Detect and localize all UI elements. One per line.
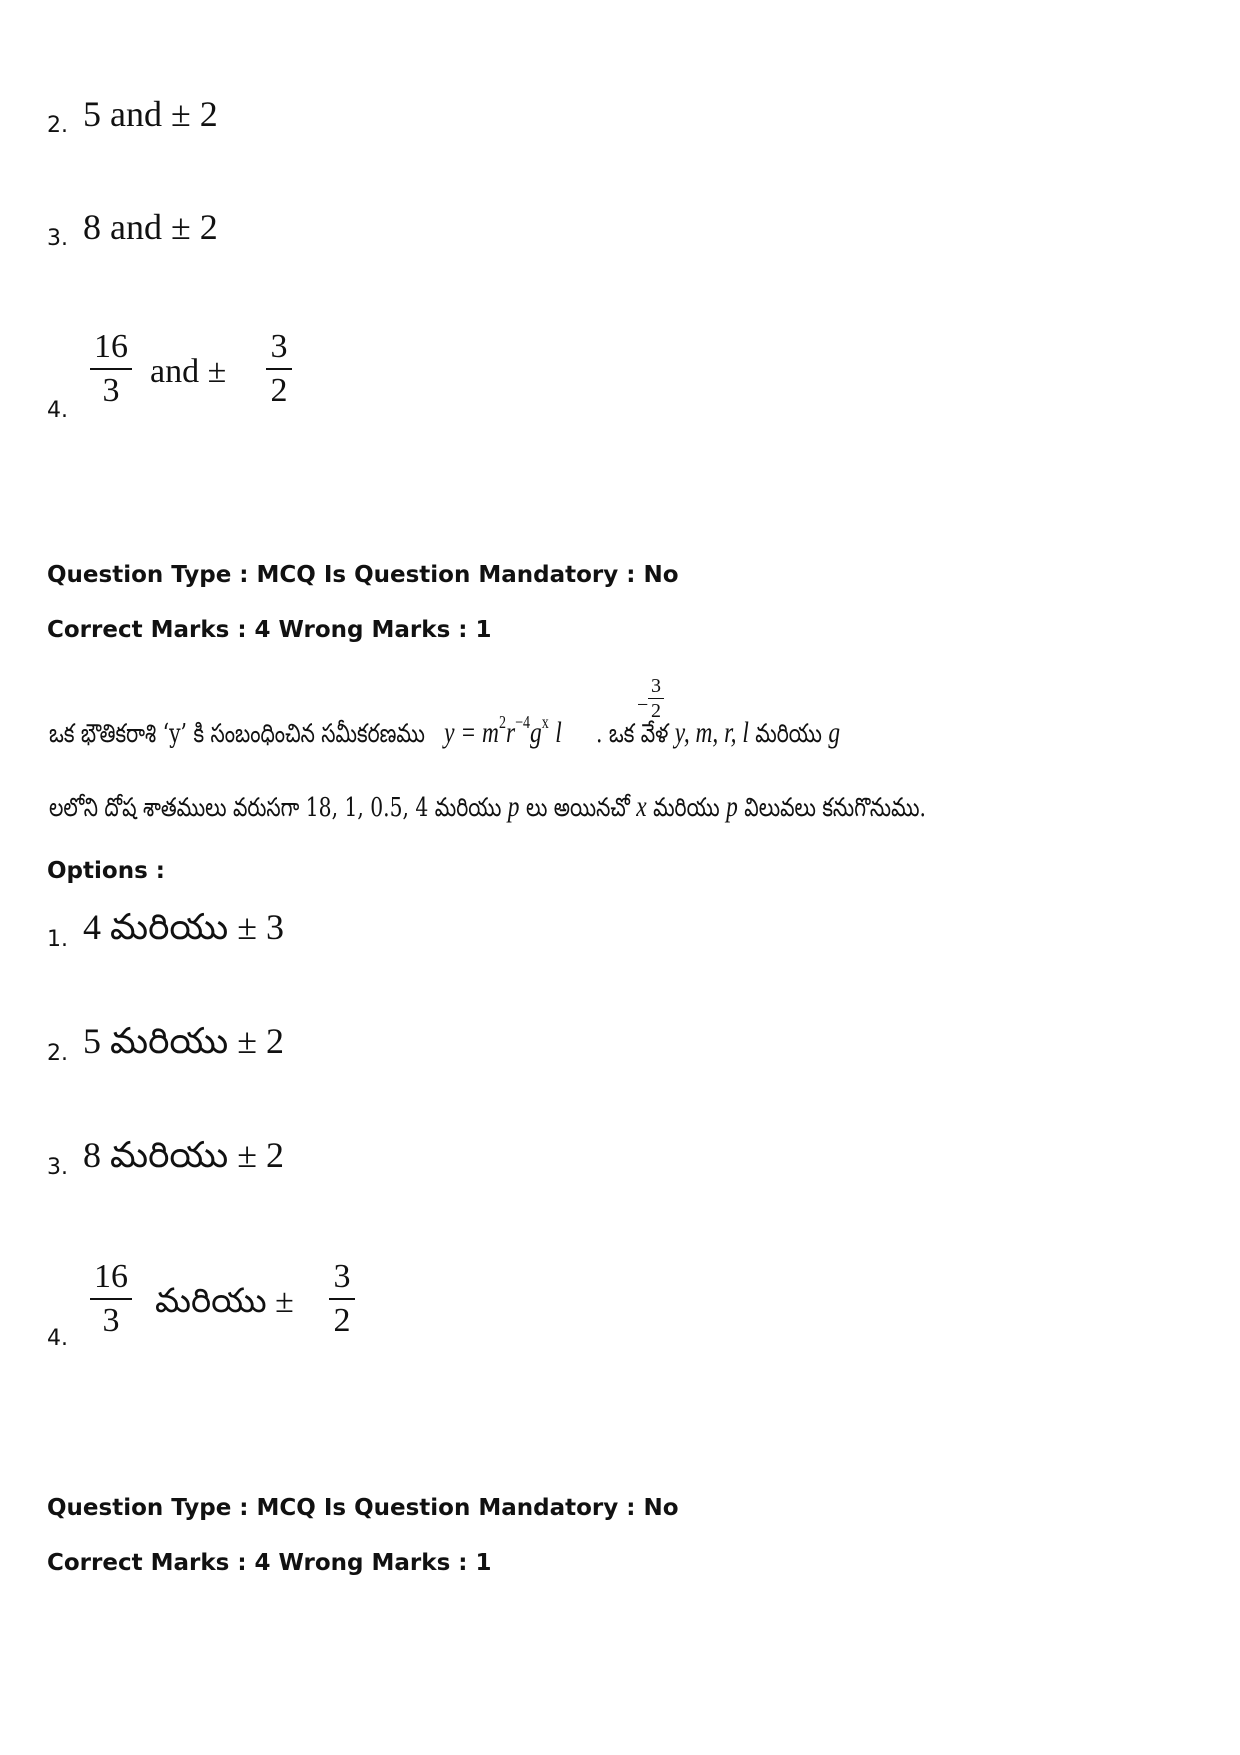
equation-part: l (555, 716, 562, 749)
numerator: 3 (651, 675, 661, 697)
option-number: 1. (47, 927, 68, 952)
equation-part: g (530, 716, 542, 749)
option-text: 5 మరియు ± 2 (83, 1021, 284, 1061)
option-number: 3. (47, 1155, 68, 1180)
text-segment: మరియు (755, 719, 822, 749)
option-text: 5 and ± 2 (83, 94, 218, 134)
option-text: మరియు ± (155, 1283, 294, 1320)
options-label: Options : (47, 858, 165, 884)
denominator: 2 (270, 372, 288, 409)
numerator: 16 (94, 328, 128, 365)
option-text: 8 మరియు ± 2 (83, 1135, 284, 1175)
question-text-line-2 (49, 790, 926, 829)
text-segment: విలువలు కనుగొనుము. (744, 793, 927, 823)
option-number: 2. (47, 113, 68, 138)
option-number: 2. (47, 1041, 68, 1066)
fraction (90, 330, 132, 408)
option-text: 4 మరియు ± 3 (83, 907, 284, 947)
fraction (90, 1260, 132, 1338)
fraction (266, 330, 292, 408)
exponent: −4 (515, 712, 531, 732)
numerator: 3 (270, 328, 288, 365)
marks-line: Correct Marks : 4 Wrong Marks : 1 (47, 1550, 492, 1576)
variable: p (726, 790, 738, 823)
exponent-fraction-body (648, 676, 664, 721)
text-segment: లలోని దోష శాతములు వరుసగా 18, 1, 0.5, 4 మరియు (49, 793, 502, 823)
exponent: x (541, 712, 549, 732)
denominator: 2 (651, 700, 661, 722)
text-segment: ఒక భౌతికరాశి ‘y’ కి సంబంధించిన సమీకరణము (49, 719, 425, 749)
option-text: 8 and ± 2 (83, 207, 218, 247)
exponent-sign: − (637, 694, 649, 716)
numerator: 16 (94, 1258, 128, 1295)
text-segment: . ఒక వేళ (596, 719, 669, 749)
text-segment: లు అయినచో (525, 793, 630, 823)
option-number: 4. (47, 1326, 68, 1351)
option-number: 3. (47, 226, 68, 251)
denominator: 2 (333, 1302, 351, 1339)
denominator: 3 (102, 1302, 120, 1339)
marks-line: Correct Marks : 4 Wrong Marks : 1 (47, 617, 492, 643)
denominator: 3 (102, 372, 120, 409)
variable: p (507, 790, 520, 823)
variable-list: y, m, r, l (674, 716, 749, 749)
numerator: 3 (333, 1258, 351, 1295)
option-number: 4. (47, 398, 68, 423)
equation-part: r (505, 716, 516, 749)
question-type-line: Question Type : MCQ Is Question Mandatory : No (47, 1495, 679, 1521)
option-text: and ± (150, 353, 227, 390)
equation-part: y = m (444, 716, 499, 749)
question-text-line-1 (49, 712, 840, 755)
question-type-line: Question Type : MCQ Is Question Mandatory : No (47, 562, 679, 588)
variable: g (828, 716, 841, 749)
exponent: 2 (498, 712, 506, 732)
variable: x (636, 790, 647, 823)
text-segment: మరియు (653, 793, 720, 823)
fraction (329, 1260, 355, 1338)
